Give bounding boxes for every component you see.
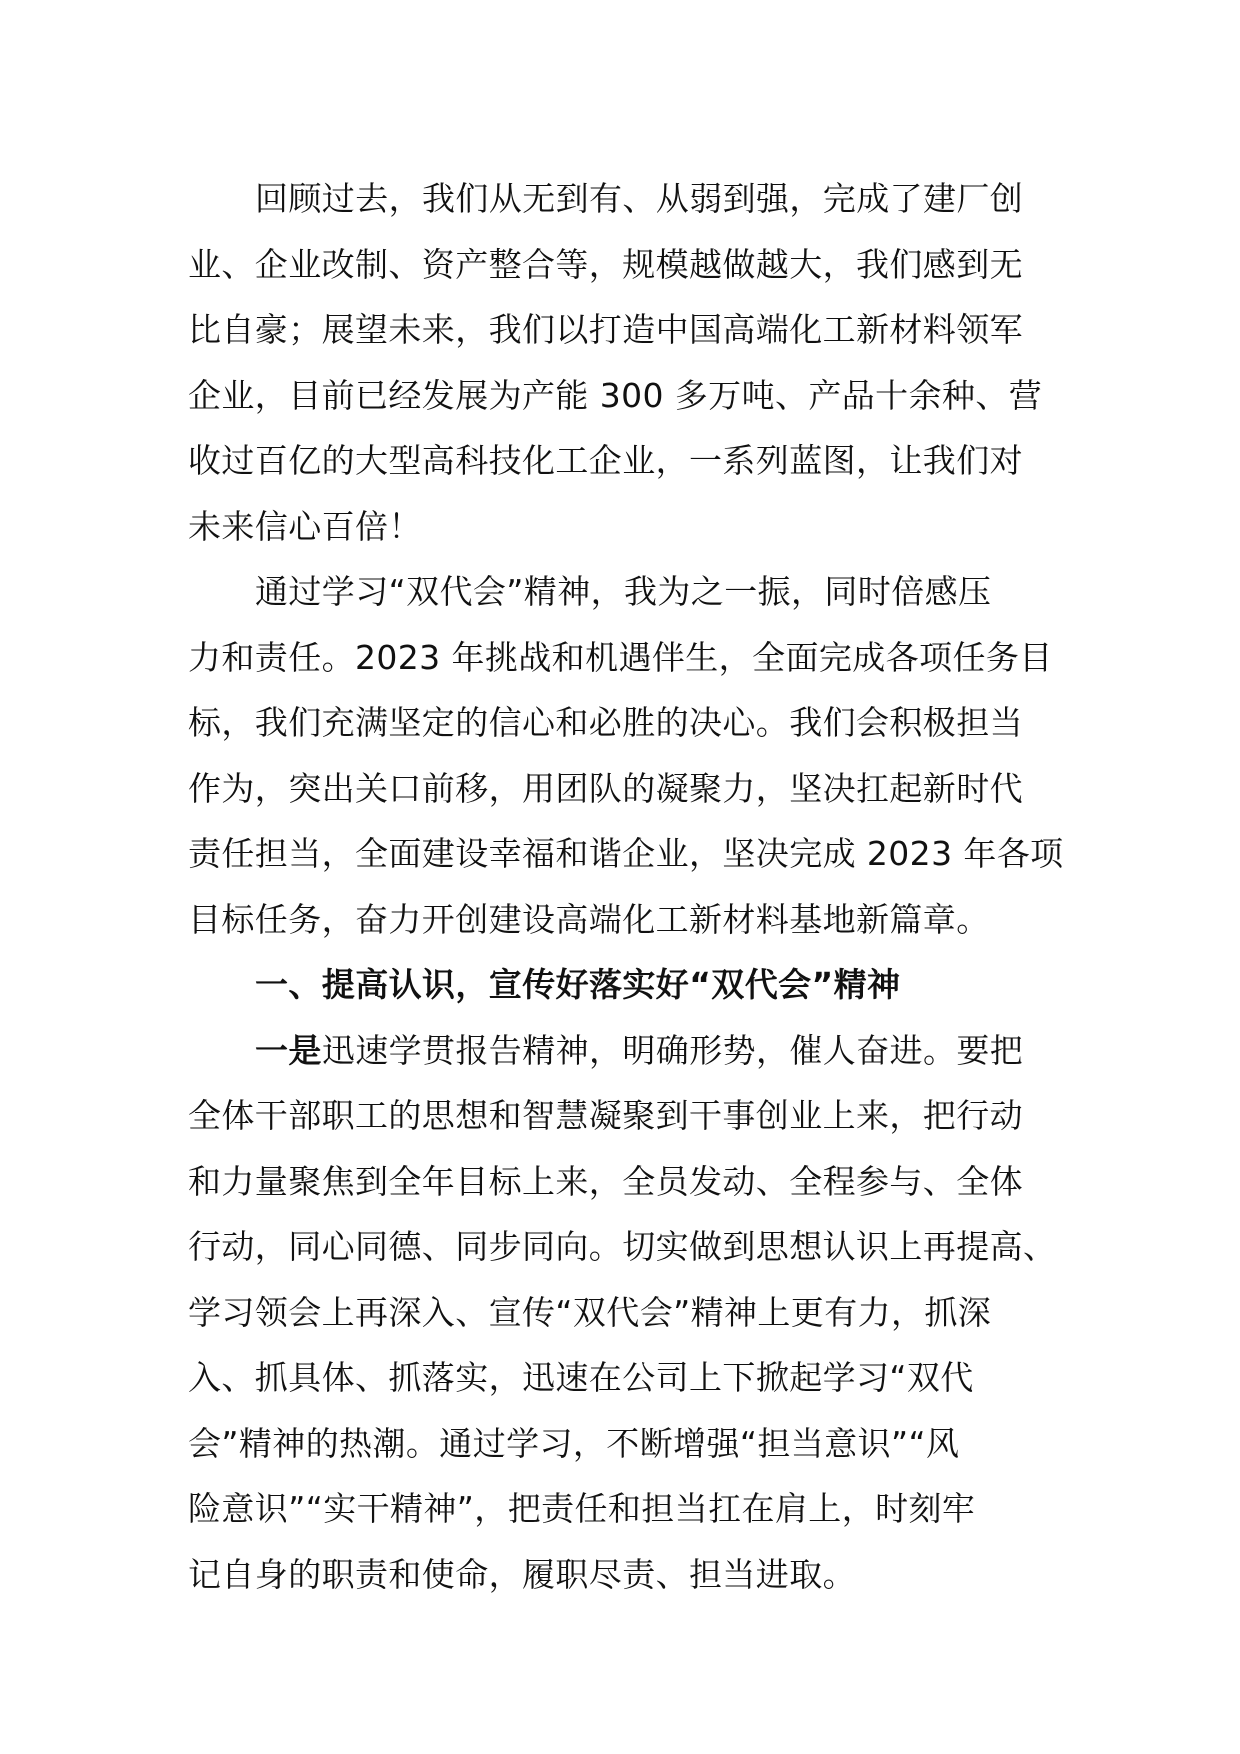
paragraph-2-line-4: 作为，突出关口前移，用团队的凝聚力，坚决扛起新时代 bbox=[188, 769, 1023, 808]
paragraph-1-line-4: 企业，目前已经发展为产能 300 多万吨、产品十余种、营 bbox=[188, 376, 1043, 415]
paragraph-3-lead: 一是 bbox=[255, 1031, 322, 1070]
paragraph-3-line-7: 会”精神的热潮。通过学习，不断增强“担当意识”“风 bbox=[188, 1424, 960, 1463]
paragraph-3-line-2: 全体干部职工的思想和智慧凝聚到干事创业上来，把行动 bbox=[188, 1096, 1023, 1135]
paragraph-3-line-1 bbox=[255, 1029, 1023, 1073]
paragraph-2-line-5: 责任担当，全面建设幸福和谐企业，坚决完成 2023 年各项 bbox=[188, 834, 1064, 873]
paragraph-3-line-8: 险意识”“实干精神”，把责任和担当扛在肩上，时刻牢 bbox=[188, 1489, 976, 1528]
paragraph-1-line-5: 收过百亿的大型高科技化工企业，一系列蓝图，让我们对 bbox=[188, 441, 1023, 480]
paragraph-3-line-3: 和力量聚焦到全年目标上来，全员发动、全程参与、全体 bbox=[188, 1162, 1023, 1201]
paragraph-1-line-3: 比自豪；展望未来，我们以打造中国高端化工新材料领军 bbox=[188, 310, 1023, 349]
paragraph-2-line-1: 通过学习“双代会”精神，我为之一振，同时倍感压 bbox=[255, 572, 992, 611]
paragraph-2-line-2: 力和责任。2023 年挑战和机遇伴生，全面完成各项任务目 bbox=[188, 638, 1053, 677]
paragraph-1-line-6: 未来信心百倍！ bbox=[188, 507, 422, 546]
paragraph-2-line-3: 标，我们充满坚定的信心和必胜的决心。我们会积极担当 bbox=[188, 703, 1023, 742]
section-heading: 一、提高认识，宣传好落实好“双代会”精神 bbox=[255, 965, 901, 1004]
paragraph-1-line-1: 回顾过去，我们从无到有、从弱到强，完成了建厂创 bbox=[255, 179, 1024, 218]
paragraph-1-line-2: 业、企业改制、资产整合等，规模越做越大，我们感到无 bbox=[188, 245, 1023, 284]
paragraph-3-line-5: 学习领会上再深入、宣传“双代会”精神上更有力，抓深 bbox=[188, 1293, 992, 1332]
paragraph-3-line-4: 行动，同心同德、同步同向。切实做到思想认识上再提高、 bbox=[188, 1227, 1057, 1266]
paragraph-3-line-9: 记自身的职责和使命，履职尽责、担当进取。 bbox=[188, 1555, 856, 1594]
paragraph-2-line-6: 目标任务，奋力开创建设高端化工新材料基地新篇章。 bbox=[188, 900, 990, 939]
paragraph-3-line-1-text: 迅速学贯报告精神，明确形势，催人奋进。要把 bbox=[321, 1031, 1024, 1070]
paragraph-3-line-6: 入、抓具体、抓落实，迅速在公司上下掀起学习“双代 bbox=[188, 1358, 974, 1397]
